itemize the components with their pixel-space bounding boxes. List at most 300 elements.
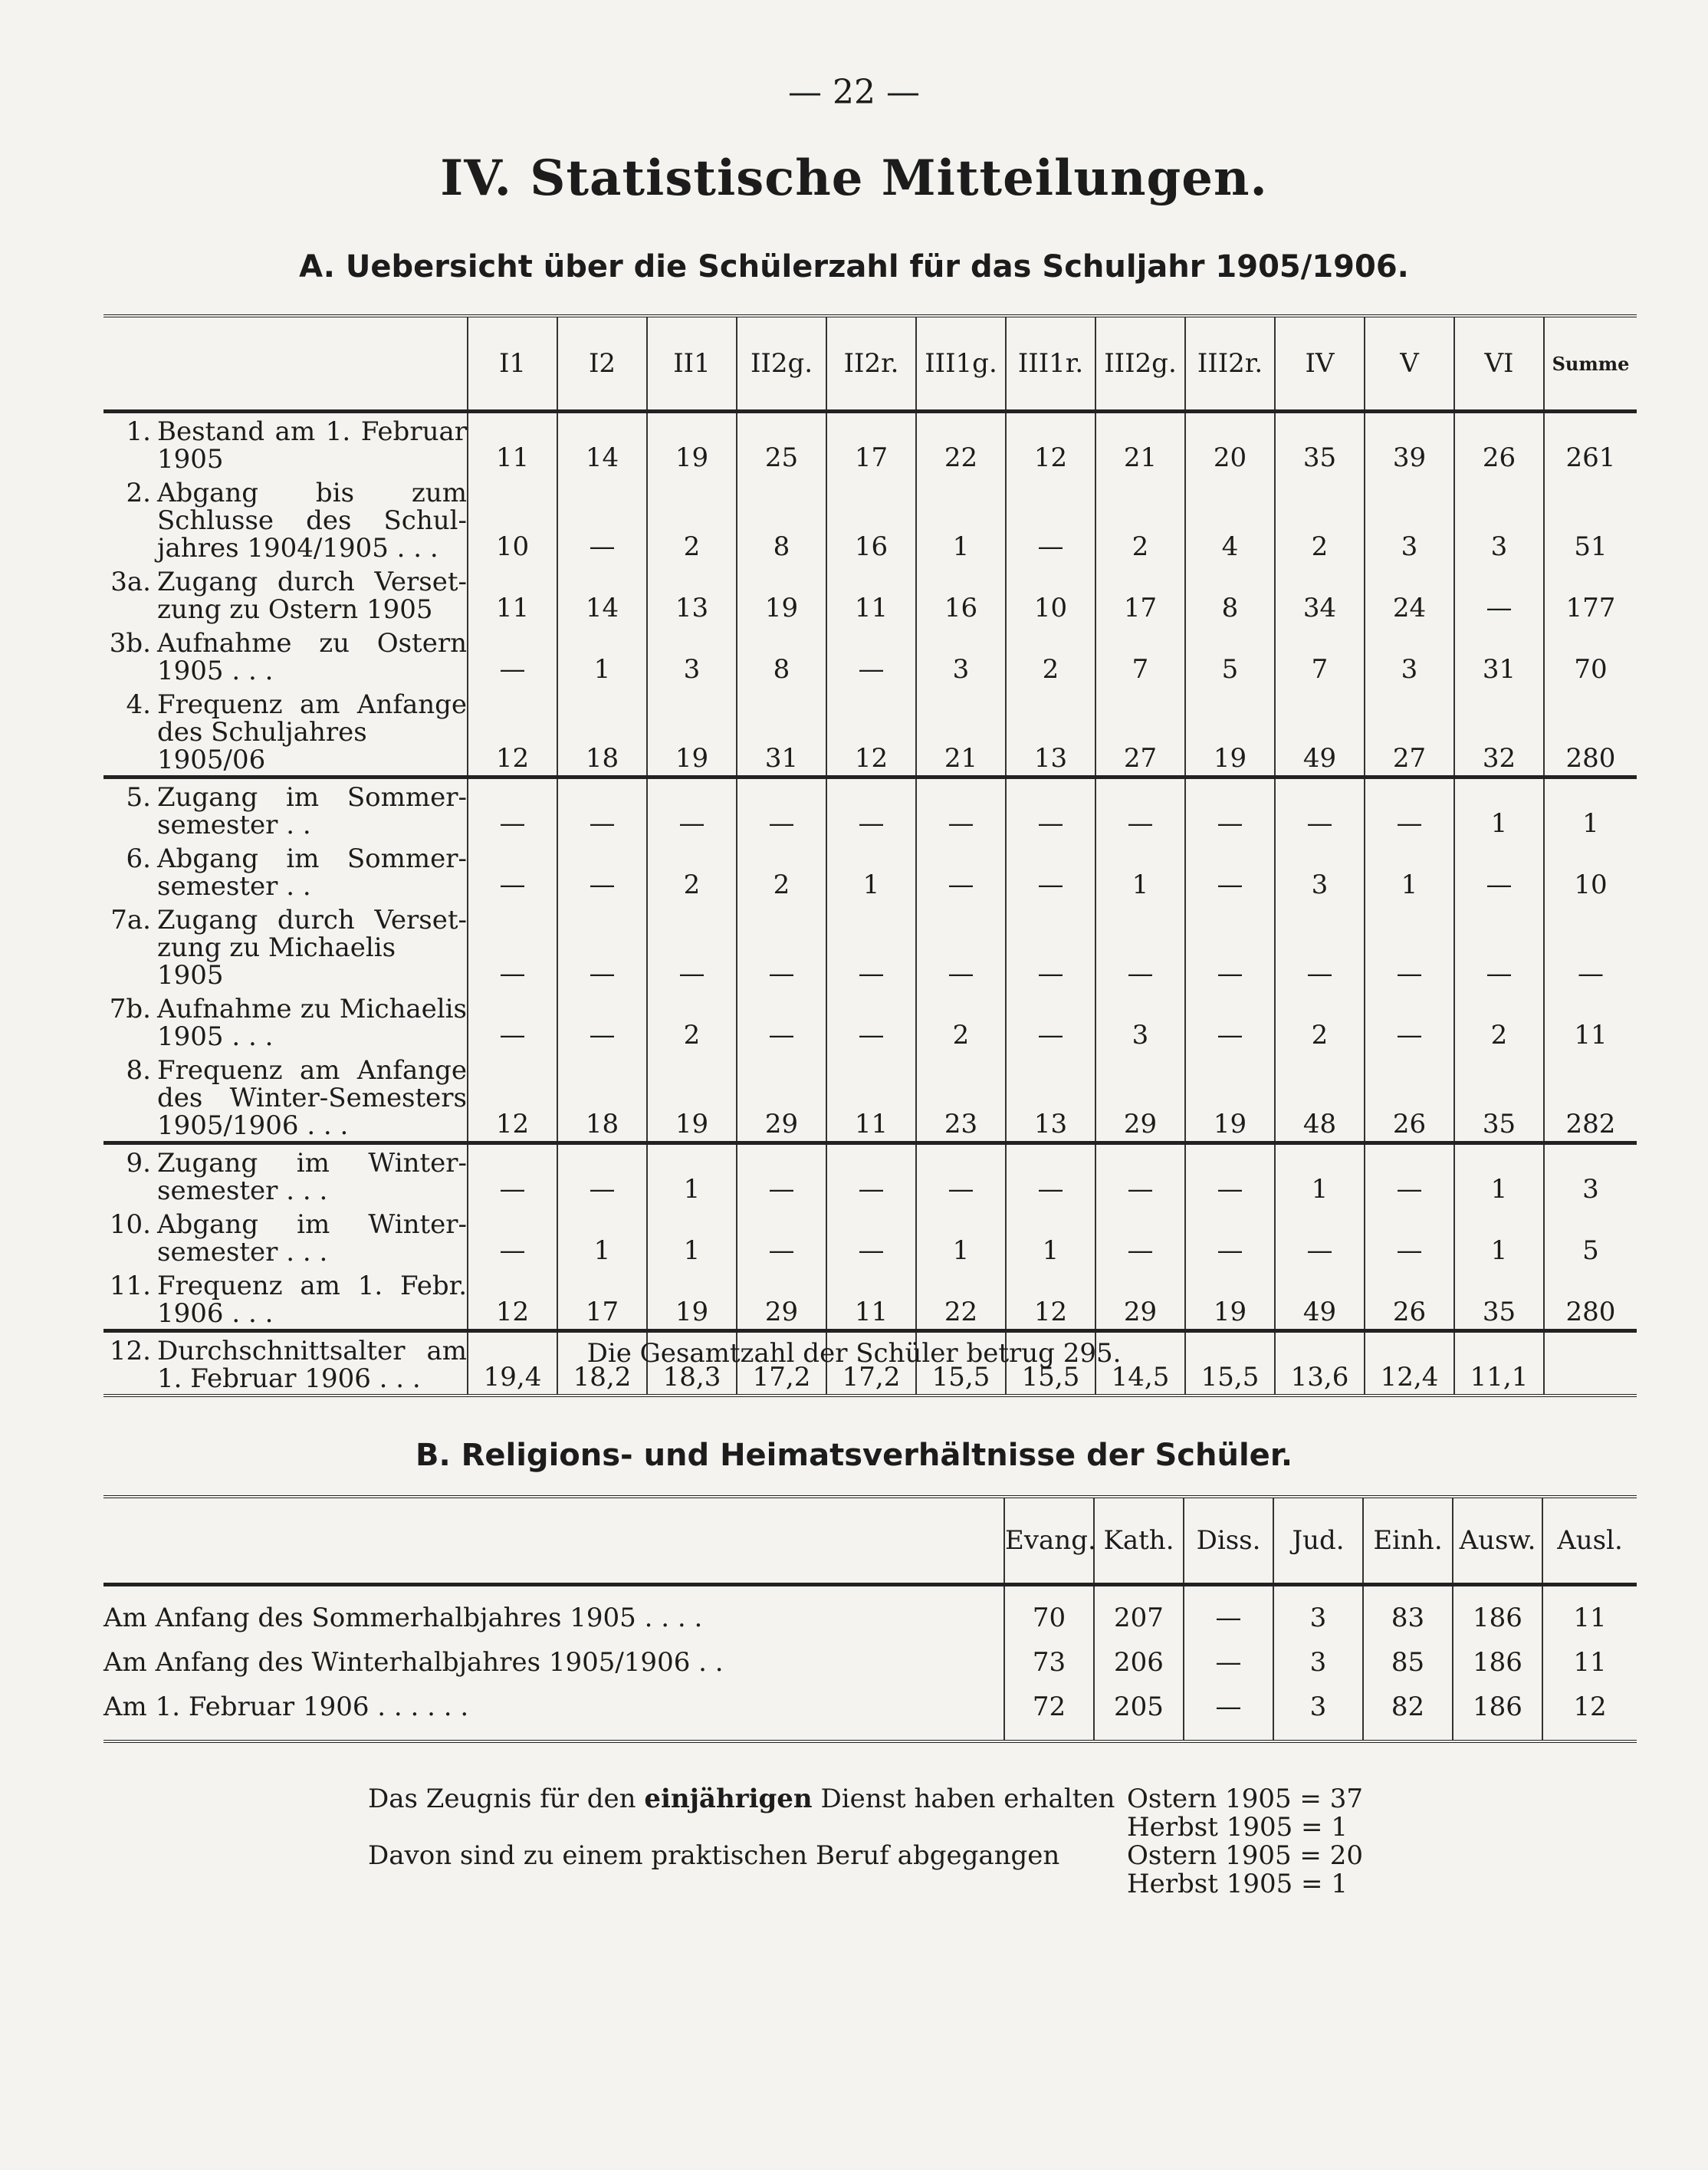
table-cell: —: [468, 902, 557, 991]
table-cell: 177: [1544, 564, 1637, 625]
table-cell: —: [826, 625, 916, 686]
table-cell: —: [468, 840, 557, 902]
table-cell: 21: [916, 686, 1006, 778]
table-cell: —: [916, 902, 1006, 991]
column-header: Kath.: [1094, 1497, 1184, 1585]
table-cell: 11: [826, 1052, 916, 1143]
row-label: [103, 991, 468, 1052]
column-header: III1g.: [916, 316, 1006, 412]
table-cell: 15,5: [916, 1331, 1006, 1396]
row-label-line: Frequenz am Anfange: [157, 689, 467, 720]
table-cell: 12: [1006, 1267, 1095, 1331]
table-cell: —: [557, 840, 647, 902]
table-row: [103, 1143, 1637, 1207]
table-cell: 12: [826, 686, 916, 778]
table-cell: 2: [1006, 625, 1095, 686]
table-cell: 1: [916, 475, 1006, 564]
table-cell: 205: [1094, 1685, 1184, 1741]
column-header: VI: [1454, 316, 1544, 412]
table-cell: 3: [1273, 1685, 1363, 1741]
table-cell: 2: [1275, 475, 1365, 564]
table-cell: 13: [1006, 1052, 1095, 1143]
table-cell: —: [737, 1143, 826, 1207]
row-label-line: Aufnahme zu Ostern: [157, 628, 467, 659]
row-label-line: Aufnahme zu Michaelis: [157, 994, 467, 1024]
row-label: Am Anfang des Winterhalbjahres 1905/1906 . .: [103, 1647, 724, 1678]
row-number: 6.: [126, 843, 151, 874]
row-number: 8.: [126, 1055, 151, 1086]
table-cell: 35: [1454, 1267, 1544, 1331]
table-cell: 19: [647, 1052, 737, 1143]
table-cell: 31: [737, 686, 826, 778]
table-cell: 3: [647, 625, 737, 686]
exam-line-2: Davon sind zu einem praktischen Beruf abgegangen: [368, 1840, 1060, 1871]
section-a-title: A. Uebersicht über die Schülerzahl für das Schuljahr 1905/1906.: [299, 249, 1409, 284]
table-cell: 32: [1454, 686, 1544, 778]
row-label-line: zung zu Ostern 1905: [157, 594, 433, 625]
row-label-line: Zugang im Winter-: [157, 1148, 467, 1179]
table-cell: 3: [916, 625, 1006, 686]
table-cell: 8: [737, 475, 826, 564]
table-row: [103, 1640, 1637, 1685]
table-cell: —: [1365, 1143, 1454, 1207]
table-cell: —: [1365, 902, 1454, 991]
row-number: 3b.: [109, 628, 151, 659]
table-cell: —: [1275, 778, 1365, 841]
table-cell: 16: [826, 475, 916, 564]
row-number: 4.: [126, 689, 151, 720]
table-cell: —: [557, 778, 647, 841]
table-cell: 11: [468, 412, 557, 475]
row-label: Am Anfang des Sommerhalbjahres 1905 . . . .: [103, 1603, 703, 1633]
row-label: [103, 1052, 468, 1143]
table-cell: 3: [1273, 1640, 1363, 1685]
table-cell: 29: [737, 1052, 826, 1143]
table-cell: 17,2: [826, 1331, 916, 1396]
table-cell: —: [1006, 778, 1095, 841]
table-cell: —: [1544, 902, 1637, 991]
table-cell: —: [468, 625, 557, 686]
table-cell: 51: [1544, 475, 1637, 564]
table-cell: 15,5: [1006, 1331, 1095, 1396]
table-cell: 8: [737, 625, 826, 686]
table-row: [103, 991, 1637, 1052]
total-students-note: Die Gesamtzahl der Schüler betrug 295.: [586, 1338, 1122, 1369]
row-label: [103, 412, 468, 475]
table-cell: 23: [916, 1052, 1006, 1143]
table-cell: —: [1184, 1585, 1273, 1641]
table-cell: 13: [647, 564, 737, 625]
table-cell: 83: [1363, 1585, 1453, 1641]
row-label-line: Abgang im Winter-: [157, 1209, 467, 1240]
table-cell: —: [1095, 778, 1185, 841]
table-cell: —: [468, 1206, 557, 1267]
table-cell: —: [1095, 1143, 1185, 1207]
row-label-line: Abgang bis zum: [157, 478, 467, 508]
table-cell: 48: [1275, 1052, 1365, 1143]
column-header: IV: [1275, 316, 1365, 412]
table-cell: —: [1006, 902, 1095, 991]
table-cell: 2: [647, 991, 737, 1052]
table-cell: 282: [1544, 1052, 1637, 1143]
table-cell: —: [737, 902, 826, 991]
table-cell: 3: [1273, 1585, 1363, 1641]
table-cell: 14: [557, 564, 647, 625]
table-cell: 29: [737, 1267, 826, 1331]
table-cell: 1: [1454, 1206, 1544, 1267]
table-cell: 7: [1275, 625, 1365, 686]
column-header: II2g.: [737, 316, 826, 412]
page-number: — 22 —: [788, 73, 920, 112]
column-header: Ausw.: [1453, 1497, 1542, 1585]
table-cell: 17: [557, 1267, 647, 1331]
table-cell: 3: [1544, 1143, 1637, 1207]
table-cell: 19,4: [468, 1331, 557, 1396]
table-cell: 261: [1544, 412, 1637, 475]
table-cell: 1: [557, 625, 647, 686]
exam-value: Herbst 1905 = 1: [1127, 1812, 1348, 1843]
table-cell: —: [1185, 991, 1275, 1052]
row-label-line: 1906 . . .: [157, 1298, 274, 1329]
table-cell: 18: [557, 686, 647, 778]
row-label-line: Zugang durch Verset-: [157, 905, 467, 935]
table-cell: 186: [1453, 1585, 1542, 1641]
header-blank: [103, 1497, 1004, 1585]
row-label: [103, 1267, 468, 1331]
table-cell: 10: [468, 475, 557, 564]
table-cell: —: [1365, 1206, 1454, 1267]
table-cell: 39: [1365, 412, 1454, 475]
table-cell: 7: [1095, 625, 1185, 686]
row-label-line: 1. Februar 1906 . . .: [157, 1363, 421, 1394]
row-label-line: des Schuljahres 1905/06: [157, 717, 367, 775]
table-cell: —: [737, 778, 826, 841]
row-number: 1.: [126, 416, 151, 447]
exam-value: Herbst 1905 = 1: [1127, 1869, 1348, 1899]
table-cell: 206: [1094, 1640, 1184, 1685]
row-label: [103, 778, 468, 841]
table-cell: —: [1454, 840, 1544, 902]
table-cell: 3: [1365, 475, 1454, 564]
table-cell: 19: [737, 564, 826, 625]
table-row: [103, 1685, 1637, 1741]
table-cell: —: [826, 902, 916, 991]
table-cell: 2: [1095, 475, 1185, 564]
table-row: [103, 1206, 1637, 1267]
table-cell: 70: [1544, 625, 1637, 686]
row-label: [103, 1143, 468, 1207]
row-number: 2.: [126, 478, 151, 508]
table-cell: —: [1185, 902, 1275, 991]
table-cell: —: [557, 1143, 647, 1207]
table-cell: 70: [1004, 1585, 1094, 1641]
row-label-line: Durchschnittsalter am: [157, 1336, 467, 1366]
row-number: 12.: [109, 1336, 151, 1366]
table-cell: 3: [1454, 475, 1544, 564]
table-cell: 19: [1185, 1267, 1275, 1331]
row-number: 7b.: [109, 994, 151, 1024]
table-cell: 35: [1275, 412, 1365, 475]
table-cell: —: [916, 778, 1006, 841]
table-cell: 2: [647, 475, 737, 564]
table-cell: 2: [916, 991, 1006, 1052]
exam-line-1: Das Zeugnis für den einjährigen Dienst haben erhalten: [368, 1784, 1115, 1814]
table-row: [103, 625, 1637, 686]
table-cell: —: [826, 1206, 916, 1267]
row-label-line: Frequenz am 1. Febr.: [157, 1271, 467, 1301]
exam-summary: [368, 1785, 1434, 1899]
table-cell: 10: [1006, 564, 1095, 625]
table-student-counts: [103, 314, 1637, 1397]
table-cell: 1: [1544, 778, 1637, 841]
table-cell: 2: [1275, 991, 1365, 1052]
column-header: Evang.: [1004, 1497, 1094, 1585]
table-row: [103, 564, 1637, 625]
table-cell: 280: [1544, 1267, 1637, 1331]
column-header: II2r.: [826, 316, 916, 412]
table-cell: 16: [916, 564, 1006, 625]
table-cell: 12: [468, 1052, 557, 1143]
table-cell: 29: [1095, 1267, 1185, 1331]
table-cell: —: [1006, 991, 1095, 1052]
table-cell: 1: [647, 1143, 737, 1207]
table-cell: 18,3: [647, 1331, 737, 1396]
table-cell: 13,6: [1275, 1331, 1365, 1396]
table-row: [103, 778, 1637, 841]
column-header: III1r.: [1006, 316, 1095, 412]
row-label-line: 1905/1906 . . .: [157, 1110, 349, 1141]
table-cell: 11: [1544, 991, 1637, 1052]
table-cell: 3: [1365, 625, 1454, 686]
table-cell: 1: [1006, 1206, 1095, 1267]
table-row: [103, 1267, 1637, 1331]
table-cell: 8: [1185, 564, 1275, 625]
table-cell: 11: [1542, 1640, 1637, 1685]
table-cell: —: [647, 902, 737, 991]
table-row: [103, 902, 1637, 991]
table-cell: 1: [826, 840, 916, 902]
row-label-line: semester . . .: [157, 1175, 328, 1206]
row-label: Am 1. Februar 1906 . . . . . .: [103, 1685, 1004, 1741]
table-cell: 18,2: [557, 1331, 647, 1396]
table-cell: 17: [826, 412, 916, 475]
table-cell: —: [1365, 991, 1454, 1052]
table-cell: 15,5: [1185, 1331, 1275, 1396]
row-label-line: Abgang im Sommer-: [157, 843, 467, 874]
table-cell: 280: [1544, 686, 1637, 778]
table-cell: —: [916, 1143, 1006, 1207]
exam-value: Ostern 1905 = 20: [1127, 1840, 1363, 1871]
table-cell: 17,2: [737, 1331, 826, 1396]
row-label-line: 1905 . . .: [157, 1021, 274, 1052]
column-header: Diss.: [1184, 1497, 1273, 1585]
table-cell: 12,4: [1365, 1331, 1454, 1396]
column-header: I1: [468, 316, 557, 412]
table-row: [103, 686, 1637, 778]
table-religion-origin: [103, 1495, 1637, 1743]
table-cell: —: [468, 991, 557, 1052]
table-cell: —: [737, 991, 826, 1052]
table-cell: 1: [1365, 840, 1454, 902]
table-cell: —: [468, 778, 557, 841]
table-cell: 10: [1544, 840, 1637, 902]
row-label: [103, 902, 468, 991]
table-cell: 11,1: [1454, 1331, 1544, 1396]
table-cell: 85: [1363, 1640, 1453, 1685]
table-cell: —: [1006, 1143, 1095, 1207]
row-label-line: Bestand am 1. Februar: [157, 416, 467, 447]
table-cell: 207: [1094, 1585, 1184, 1641]
table-cell: 4: [1185, 475, 1275, 564]
table-cell: 19: [1185, 1052, 1275, 1143]
column-header: V: [1365, 316, 1454, 412]
table-cell: —: [1006, 840, 1095, 902]
column-header: II1: [647, 316, 737, 412]
table-cell: —: [826, 1143, 916, 1207]
page-title: IV. Statistische Mitteilungen.: [440, 150, 1268, 207]
table-cell: —: [1185, 840, 1275, 902]
table-cell: 19: [1185, 686, 1275, 778]
table-cell: 34: [1275, 564, 1365, 625]
table-cell: —: [1006, 475, 1095, 564]
table-cell: 186: [1453, 1685, 1542, 1741]
table-cell: 25: [737, 412, 826, 475]
table-cell: 1: [1095, 840, 1185, 902]
table-cell: 1: [916, 1206, 1006, 1267]
row-label: [103, 625, 468, 686]
table-cell: —: [916, 840, 1006, 902]
row-label: [103, 840, 468, 902]
row-label-line: 1905 . . .: [157, 656, 274, 686]
table-cell: 26: [1365, 1052, 1454, 1143]
table-cell: 18: [557, 1052, 647, 1143]
table-cell: 3: [1275, 840, 1365, 902]
table-cell: 11: [468, 564, 557, 625]
row-label-line: 1905: [157, 444, 224, 475]
column-header: Ausl.: [1542, 1497, 1637, 1585]
table-cell: 14: [557, 412, 647, 475]
row-label-line: des Winter-Semesters: [157, 1083, 467, 1113]
row-label-line: jahres 1904/1905 . . .: [157, 533, 438, 564]
table-cell: 1: [1454, 778, 1544, 841]
table-cell: —: [826, 778, 916, 841]
row-label-line: semester . . .: [157, 1237, 328, 1267]
column-header: Summe: [1544, 316, 1637, 412]
row-label-line: Schlusse des Schul-: [157, 505, 467, 536]
table-cell: 11: [826, 1267, 916, 1331]
table-cell: 3: [1095, 991, 1185, 1052]
row-number: 9.: [126, 1148, 151, 1179]
table-cell: —: [1185, 1206, 1275, 1267]
table-cell: 13: [1006, 686, 1095, 778]
table-cell: —: [557, 475, 647, 564]
table-cell: —: [1185, 1143, 1275, 1207]
table-cell: 21: [1095, 412, 1185, 475]
row-label-line: Zugang durch Verset-: [157, 567, 467, 597]
row-number: 10.: [109, 1209, 151, 1240]
table-row: [103, 412, 1637, 475]
section-b-title: B. Religions- und Heimatsverhältnisse der Schüler.: [415, 1438, 1293, 1473]
table-cell: —: [557, 991, 647, 1052]
table-cell: 1: [557, 1206, 647, 1267]
table-cell: 26: [1365, 1267, 1454, 1331]
table-cell: 2: [1454, 991, 1544, 1052]
table-cell: —: [1454, 902, 1544, 991]
table-cell: 12: [1006, 412, 1095, 475]
column-header: III2g.: [1095, 316, 1185, 412]
table-cell: —: [737, 1206, 826, 1267]
table-cell: 49: [1275, 1267, 1365, 1331]
table-cell: —: [1275, 1206, 1365, 1267]
row-number: 5.: [126, 782, 151, 813]
table-cell: 2: [647, 840, 737, 902]
table-cell: 20: [1185, 412, 1275, 475]
table-cell: 14,5: [1095, 1331, 1185, 1396]
table-cell: —: [1275, 902, 1365, 991]
row-label-line: zung zu Michaelis 1905: [157, 932, 396, 991]
table-cell: 27: [1365, 686, 1454, 778]
row-label-line: Frequenz am Anfange: [157, 1055, 467, 1086]
row-label: [103, 564, 468, 625]
row-number: 3a.: [110, 567, 151, 597]
row-label: [103, 1206, 468, 1267]
row-number: 11.: [109, 1271, 151, 1301]
table-cell: —: [1454, 564, 1544, 625]
table-cell: 2: [737, 840, 826, 902]
column-header: III2r.: [1185, 316, 1275, 412]
table-cell: —: [1095, 1206, 1185, 1267]
table-cell: —: [1365, 778, 1454, 841]
table-cell: 22: [916, 412, 1006, 475]
table-cell: 186: [1453, 1640, 1542, 1685]
table-cell: 24: [1365, 564, 1454, 625]
row-label: [103, 686, 468, 778]
table-cell: 22: [916, 1267, 1006, 1331]
table-cell: 5: [1544, 1206, 1637, 1267]
table-cell: 19: [647, 686, 737, 778]
row-label: [103, 475, 468, 564]
exam-value: Ostern 1905 = 37: [1127, 1784, 1363, 1814]
table-cell: 31: [1454, 625, 1544, 686]
column-header: Einh.: [1363, 1497, 1453, 1585]
table-cell: 27: [1095, 686, 1185, 778]
table-cell: 19: [647, 412, 737, 475]
table-row: [103, 475, 1637, 564]
table-cell: 11: [826, 564, 916, 625]
table-row: [103, 1585, 1637, 1641]
column-header: Jud.: [1273, 1497, 1363, 1585]
table-cell: 82: [1363, 1685, 1453, 1741]
table-cell: —: [1184, 1685, 1273, 1741]
row-label-line: semester . .: [157, 810, 311, 840]
table-cell: 17: [1095, 564, 1185, 625]
header-blank: [103, 316, 468, 412]
table-cell: —: [557, 902, 647, 991]
table-cell: 1: [1454, 1143, 1544, 1207]
table-cell: —: [1095, 902, 1185, 991]
table-cell: 26: [1454, 412, 1544, 475]
table-cell: 11: [1542, 1585, 1637, 1641]
table-cell: —: [1185, 778, 1275, 841]
table-cell: 12: [1542, 1685, 1637, 1741]
table-cell: 1: [1275, 1143, 1365, 1207]
column-header: I2: [557, 316, 647, 412]
row-label-line: Zugang im Sommer-: [157, 782, 467, 813]
table-row: [103, 840, 1637, 902]
table-cell: —: [826, 991, 916, 1052]
table-cell: 19: [647, 1267, 737, 1331]
table-cell: 5: [1185, 625, 1275, 686]
